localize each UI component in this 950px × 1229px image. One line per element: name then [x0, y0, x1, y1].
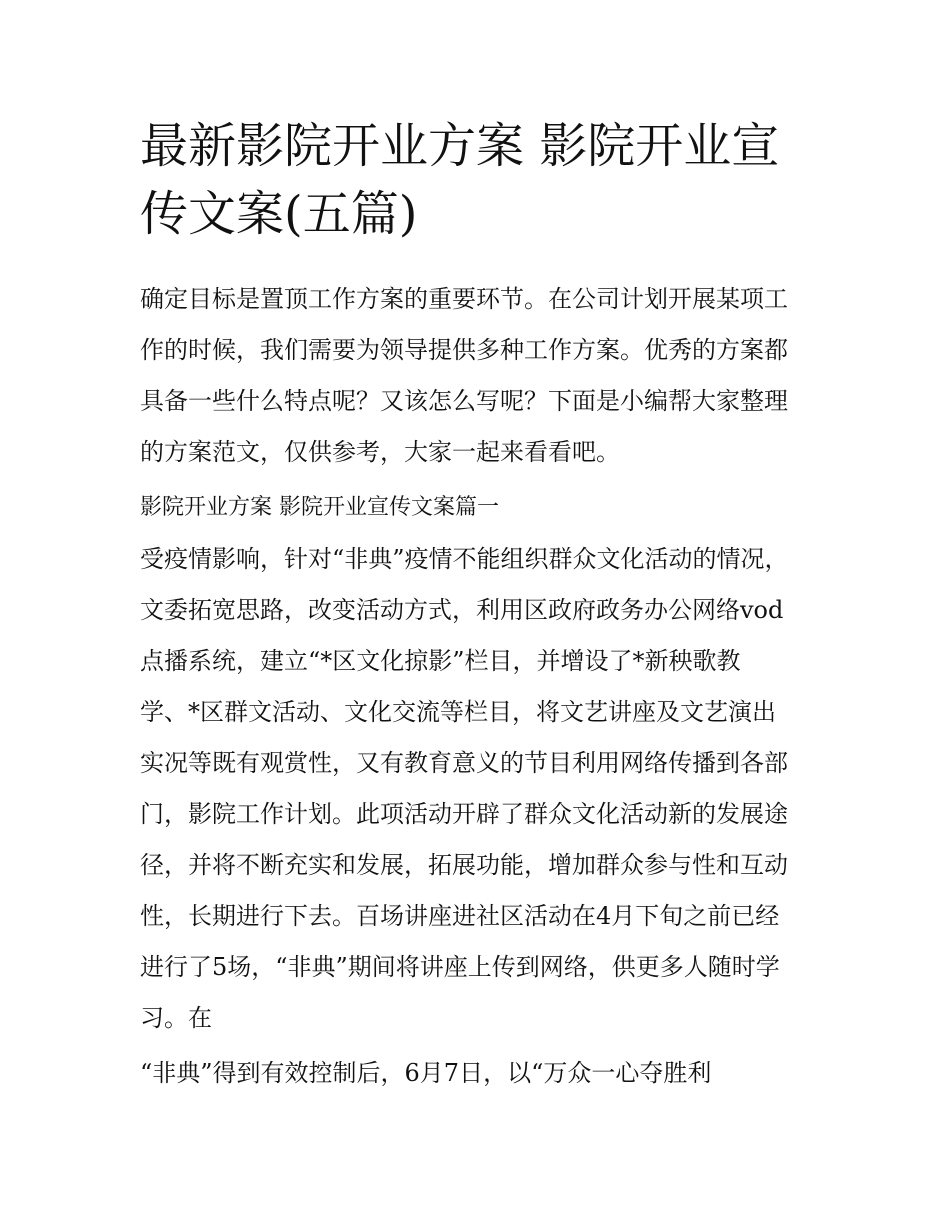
body-line: 径，并将不断充实和发展，拓展功能，增加群众参与性和互动	[140, 851, 788, 879]
title-line-2: 传文案(五篇)	[140, 186, 418, 242]
body-line: 学、*区群文活动、文化交流等栏目，将文艺讲座及文艺演出	[140, 698, 776, 726]
intro-line: 具备一些什么特点呢？又该怎么写呢？下面是小编帮大家整理	[140, 387, 788, 415]
body-line: 受疫情影响，针对“非典”疫情不能组织群众文化活动的情况，	[140, 545, 789, 573]
intro-paragraph	[140, 274, 816, 478]
section-heading: 影院开业方案 影院开业宣传文案篇一	[140, 495, 499, 520]
body-line: 门，影院工作计划。此项活动开辟了群众文化活动新的发展途	[140, 800, 788, 828]
body-paragraph	[140, 534, 816, 1044]
continuation-line: “非典”得到有效控制后，6月7日，以“万众一心夺胜利	[140, 1059, 712, 1087]
title-line-1: 最新影院开业方案 影院开业宣	[140, 118, 780, 174]
body-line: 文委拓宽思路，改变活动方式，利用区政府政务办公网络vod	[140, 596, 784, 624]
continuation-paragraph	[140, 1048, 816, 1099]
intro-line: 的方案范文，仅供参考，大家一起来看看吧。	[140, 438, 620, 466]
document-title	[140, 112, 816, 248]
body-line: 点播系统，建立“*区文化掠影”栏目，并增设了*新秧歌教	[140, 647, 741, 675]
intro-line: 作的时候，我们需要为领导提供多种工作方案。优秀的方案都	[140, 336, 788, 364]
body-line: 进行了5场，“非典”期间将讲座上传到网络，供更多人随时学	[140, 953, 780, 981]
document-page	[140, 112, 816, 1099]
body-line: 习。在	[140, 1004, 212, 1032]
body-line: 性，长期进行下去。百场讲座进社区活动在4月下旬之前已经	[140, 902, 780, 930]
intro-line: 确定目标是置顶工作方案的重要环节。在公司计划开展某项工	[140, 285, 788, 313]
body-line: 实况等既有观赏性，又有教育意义的节目利用网络传播到各部	[140, 749, 788, 777]
